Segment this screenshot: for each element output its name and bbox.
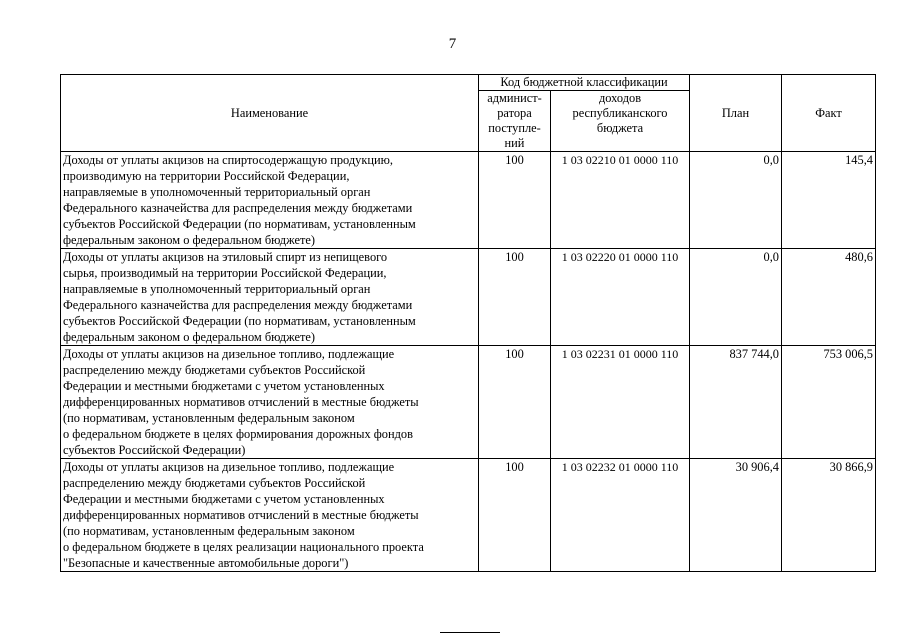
page-number: 7 (448, 36, 457, 52)
table-row (61, 152, 876, 249)
row-admin-code: 100 (479, 459, 551, 572)
row-budget-code: 1 03 02231 01 0000 110 (551, 346, 690, 459)
row-admin-code: 100 (479, 346, 551, 459)
row-fact: 480,6 (782, 249, 876, 346)
row-name: Доходы от уплаты акцизов на дизельное топливо, подлежащие распределению между бюджетами субъектов Российской Федерации и местными бюджетами с учетом установленных дифференцированных нормативов отчислений в местные бюджеты (по нормативам, установленным федеральным законом о федеральном бюджете в целях формирования дорожных фондов субъектов Российской Федерации) (61, 346, 479, 459)
row-fact: 145,4 (782, 152, 876, 249)
row-fact: 753 006,5 (782, 346, 876, 459)
row-plan: 30 906,4 (690, 459, 782, 572)
row-admin-code: 100 (479, 249, 551, 346)
table-row (61, 346, 876, 459)
budget-table (60, 74, 876, 572)
row-budget-code: 1 03 02220 01 0000 110 (551, 249, 690, 346)
row-budget-code: 1 03 02232 01 0000 110 (551, 459, 690, 572)
row-name: Доходы от уплаты акцизов на спиртосодержащую продукцию, производимую на территории Российской Федерации, направляемые в уполномоченный территориальный орган Федерального казначейства для распределения между бюджетами субъектов Российской Федерации (по нормативам, установленным федеральным законом о федеральном бюджете) (61, 152, 479, 249)
table-row (61, 249, 876, 346)
header-code-group: Код бюджетной классификации (479, 75, 690, 91)
row-fact: 30 866,9 (782, 459, 876, 572)
row-name: Доходы от уплаты акцизов на дизельное топливо, подлежащие распределению между бюджетами субъектов Российской Федерации и местными бюджетами с учетом установленных дифференцированных нормативов отчислений в местные бюджеты (по нормативам, установленным федеральным законом о федеральном бюджете в целях реализации национального проекта "Безопасные и качественные автомобильные дороги") (61, 459, 479, 572)
row-plan: 837 744,0 (690, 346, 782, 459)
row-admin-code: 100 (479, 152, 551, 249)
header-admin: админист- ратора поступле- ний (479, 91, 551, 152)
table-row (61, 459, 876, 572)
row-plan: 0,0 (690, 152, 782, 249)
header-fact: Факт (782, 75, 876, 152)
header-income: доходов республиканского бюджета (551, 91, 690, 152)
page-footer-mark (440, 632, 500, 636)
header-name: Наименование (61, 75, 479, 152)
row-budget-code: 1 03 02210 01 0000 110 (551, 152, 690, 249)
row-name: Доходы от уплаты акцизов на этиловый спирт из непищевого сырья, производимый на территории Российской Федерации, направляемые в уполномоченный территориальный орган Федерального казначейства для распределения между бюджетами субъектов Российской Федерации (по нормативам, установленным федеральным законом о федеральном бюджете) (61, 249, 479, 346)
row-plan: 0,0 (690, 249, 782, 346)
header-plan: План (690, 75, 782, 152)
